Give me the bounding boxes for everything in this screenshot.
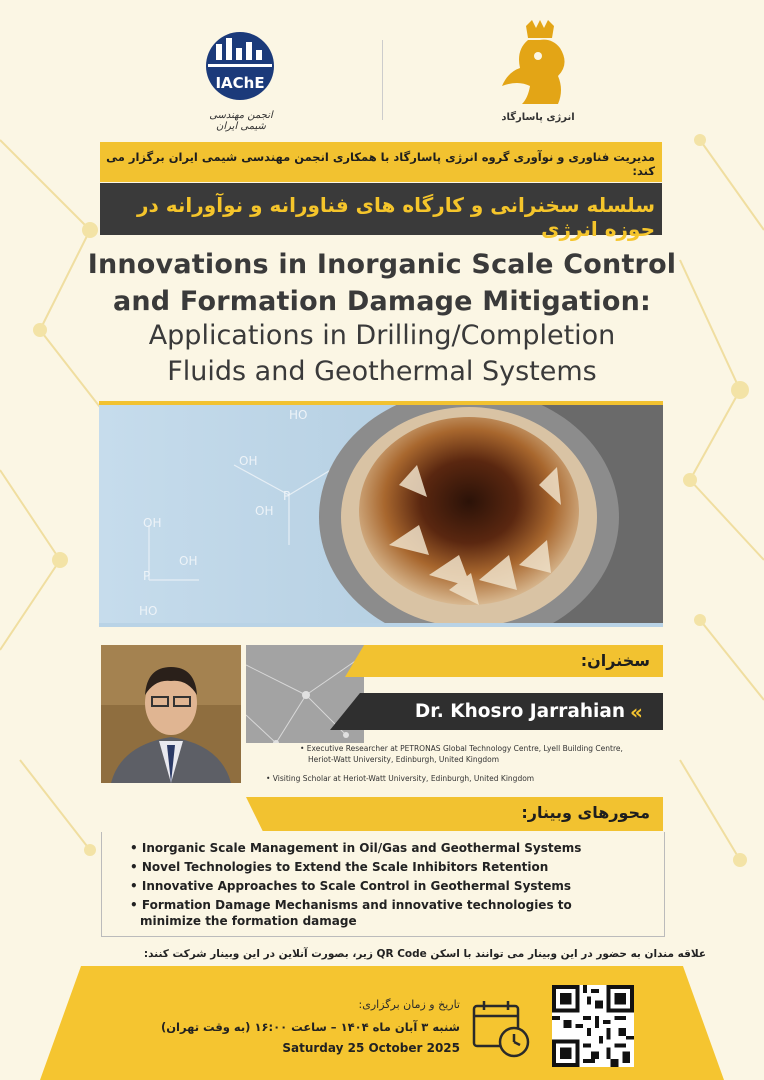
molecule-label: HO — [289, 408, 308, 422]
topic-item: • Novel Technologies to Extend the Scale Inhibitors Retention — [130, 860, 549, 874]
date-english: Saturday 25 October 2025 — [282, 1041, 460, 1055]
iache-logo-caption: انجمن مهندسی شیمی ایران — [209, 110, 273, 132]
affiliation-line: Heriot-Watt University, Edinburgh, United Kingdom — [308, 755, 500, 764]
title-line-3: Applications in Drilling/Completion — [148, 320, 616, 351]
molecule-label: OH — [239, 454, 258, 468]
double-chevron-icon: « — [630, 700, 643, 724]
molecule-label: HO — [139, 604, 158, 618]
speaker-heading: سخنران: — [580, 651, 650, 670]
title-line-4: Fluids and Geothermal Systems — [167, 356, 597, 387]
qr-code[interactable] — [552, 985, 634, 1067]
molecule-label: P — [283, 489, 291, 503]
attendance-note: علاقه مندان به حضور در این وبینار می توانند با اسکن QR Code زیر، بصورت آنلاین در این وبینار شرکت کنند: — [143, 948, 706, 960]
molecule-label: P — [143, 569, 151, 583]
topic-text: Inorganic Scale Management in Oil/Gas and Geothermal Systems — [141, 841, 582, 855]
topics-list — [130, 840, 650, 929]
pasargad-logo-caption: انرژی پاسارگاد — [501, 112, 575, 123]
molecule-label: OH — [143, 516, 162, 530]
topic-item: • Innovative Approaches to Scale Control in Geothermal Systems — [130, 879, 572, 893]
scaled-pipe-image — [99, 401, 663, 627]
speaker-photo — [101, 645, 241, 783]
speaker-portrait — [101, 645, 241, 783]
topic-text: Formation Damage Mechanisms and innovative technologies to — [141, 898, 572, 912]
lion-emblem-icon — [478, 20, 598, 108]
speaker-name: Dr. Khosro Jarrahian — [414, 701, 625, 722]
speaker-affiliation-2: • Visiting Scholar at Heriot-Watt University, Edinburgh, United Kingdom — [266, 774, 535, 783]
date-label: تاریخ و زمان برگزاری: — [358, 998, 460, 1011]
pasargad-energy-logo — [478, 20, 598, 128]
date-persian: شنبه ۳ آبان ماه ۱۴۰۴ – ساعت ۱۶:۰۰ (به وقت تهران) — [160, 1020, 460, 1034]
topic-text: Innovative Approaches to Scale Control in Geothermal Systems — [141, 879, 572, 893]
title-line-2: and Formation Damage Mitigation: — [112, 286, 652, 317]
topics-heading: محورهای وبینار: — [521, 803, 650, 822]
molecule-label: OH — [179, 554, 198, 568]
molecule-label: OH — [255, 504, 274, 518]
title-line-1: Innovations in Inorganic Scale Control — [87, 249, 677, 280]
affiliation-line: • Executive Researcher at PETRONAS Global Technology Centre, Lyell Building Centre, — [300, 744, 623, 753]
main-title — [40, 246, 724, 320]
iache-logo — [196, 28, 286, 132]
calendar-clock-icon — [470, 998, 532, 1060]
topic-text: Novel Technologies to Extend the Scale Inhibitors Retention — [141, 860, 549, 874]
intro-text: مدیریت فناوری و نوآوری گروه انرژی پاسارگاد با همکاری انجمن مهندسی شیمی ایران برگزار می کند: — [106, 150, 655, 178]
header-divider — [382, 40, 383, 120]
topic-text-continued: minimize the formation damage — [140, 914, 357, 928]
speaker-affiliation-1 — [300, 743, 662, 765]
topic-item: • Inorganic Scale Management in Oil/Gas and Geothermal Systems — [130, 841, 582, 855]
pipe-scale-illustration — [99, 405, 663, 623]
svg-text:IAChE: IAChE — [215, 74, 265, 92]
subtitle — [40, 318, 724, 390]
series-title: سلسله سخنرانی و کارگاه های فناورانه و نوآورانه در حوزه انرژی — [137, 193, 655, 241]
iache-logo-mark — [196, 28, 286, 106]
topic-item: • Formation Damage Mechanisms and innovative technologies to — [130, 898, 572, 912]
